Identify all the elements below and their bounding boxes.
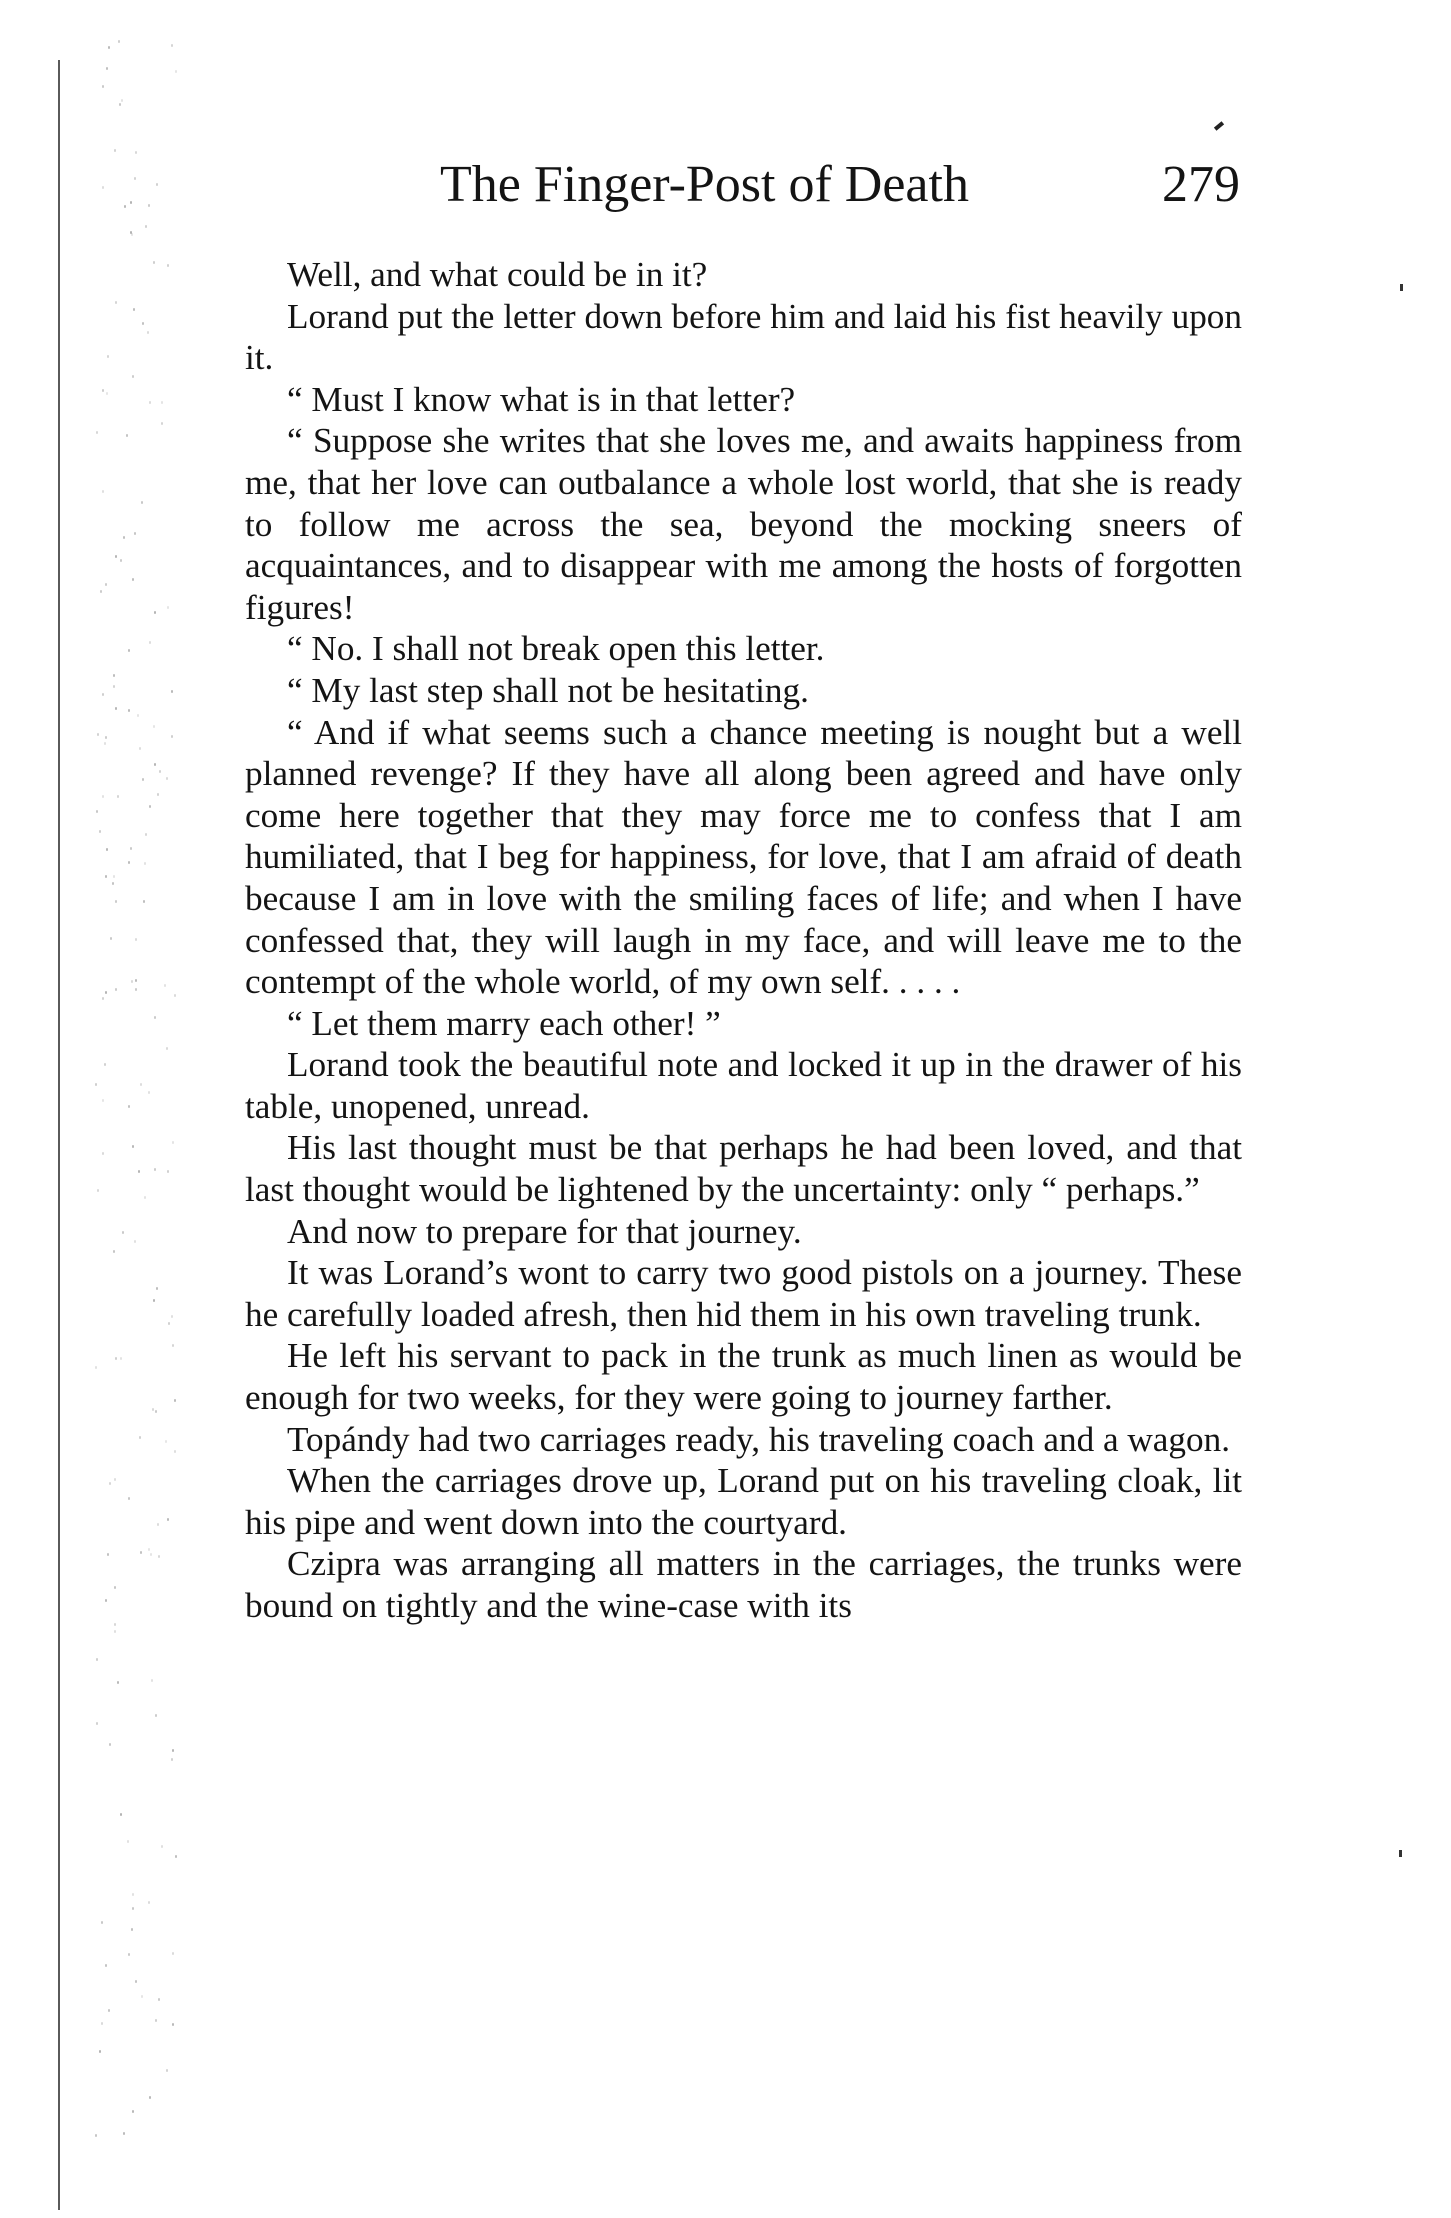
gutter-speck bbox=[172, 1952, 174, 1955]
gutter-speck bbox=[105, 736, 107, 739]
gutter-speck bbox=[115, 301, 117, 304]
paragraph: He left his servant to pack in the trunk as much linen as would be enough for two weeks, for they were going to journey farther. bbox=[245, 1336, 1242, 1418]
gutter-speck bbox=[171, 735, 173, 738]
paragraph: “ And if what seems such a chance meeting is nought but a well planned revenge? If they have all along been agreed and have only come here together that they may force me to confess that I am humiliated, that I beg for happiness, for love, that I am afraid of death because I am in love with the smiling faces of life; and when I have confessed that, they will laugh in my face, and will leave me to the contempt of the whole world, of my own self. . . . . bbox=[245, 712, 1242, 1002]
gutter-speck bbox=[107, 1553, 109, 1556]
gutter-speck bbox=[109, 1743, 111, 1746]
gutter-speck bbox=[101, 1921, 103, 1924]
gutter-speck bbox=[132, 578, 134, 581]
gutter-speck bbox=[105, 991, 107, 994]
gutter-speck bbox=[135, 979, 137, 982]
gutter-speck bbox=[113, 685, 115, 688]
paragraph: Topándy had two carriages ready, his traveling coach and a wagon. bbox=[287, 1419, 1230, 1459]
gutter-speck bbox=[124, 205, 126, 208]
paragraph: Czipra was arranging all matters in the carriages, the trunks were bound on tightly and the wine-case with its bbox=[245, 1544, 1242, 1625]
gutter-speck bbox=[141, 1995, 143, 1998]
gutter-speck bbox=[114, 1586, 116, 1589]
gutter-speck bbox=[120, 1813, 122, 1816]
page-number: 279 bbox=[1162, 156, 1240, 213]
gutter-speck bbox=[166, 777, 168, 780]
paragraph: Lorand took the beautiful note and locked it up in the drawer of his table, unopened, unread. bbox=[245, 1045, 1242, 1126]
gutter-speck bbox=[142, 778, 144, 781]
gutter-speck bbox=[155, 1714, 157, 1717]
gutter-speck bbox=[171, 1758, 173, 1761]
gutter-speck bbox=[102, 693, 104, 696]
gutter-speck bbox=[172, 1344, 174, 1347]
gutter-speck bbox=[113, 875, 115, 878]
gutter-speck bbox=[149, 401, 151, 404]
gutter-speck bbox=[161, 1845, 163, 1848]
gutter-speck bbox=[156, 183, 158, 186]
gutter-speck bbox=[167, 1518, 169, 1521]
gutter-speck bbox=[153, 725, 155, 728]
gutter-speck bbox=[140, 1083, 142, 1086]
gutter-speck bbox=[158, 1998, 160, 2001]
gutter-speck bbox=[131, 980, 133, 983]
ink-tick-mark bbox=[1214, 121, 1224, 130]
gutter-speck bbox=[127, 1840, 129, 1843]
gutter-speck bbox=[106, 67, 108, 70]
gutter-speck bbox=[166, 1047, 168, 1050]
gutter-speck bbox=[95, 2134, 97, 2137]
gutter-speck bbox=[149, 2096, 151, 2099]
gutter-speck bbox=[172, 1141, 174, 1144]
paragraph: And now to prepare for that journey. bbox=[287, 1211, 802, 1251]
gutter-speck bbox=[99, 830, 101, 833]
gutter-speck bbox=[135, 1980, 137, 1983]
gutter-show-through bbox=[95, 40, 185, 2190]
gutter-speck bbox=[113, 1250, 115, 1253]
gutter-speck bbox=[123, 536, 125, 539]
gutter-speck bbox=[128, 709, 130, 712]
paragraph: Lorand put the letter down before him and laid his fist heavily upon it. bbox=[245, 296, 1242, 378]
gutter-speck bbox=[131, 1928, 133, 1931]
gutter-speck bbox=[135, 988, 137, 991]
running-title: The Finger-Post of Death bbox=[440, 156, 969, 213]
gutter-speck bbox=[107, 355, 109, 358]
gutter-speck bbox=[135, 938, 137, 941]
gutter-speck bbox=[141, 501, 143, 504]
gutter-speck bbox=[99, 2050, 101, 2053]
gutter-speck bbox=[122, 1231, 124, 1234]
gutter-speck bbox=[97, 1189, 99, 1192]
gutter-speck bbox=[104, 1063, 106, 1066]
gutter-speck bbox=[105, 1964, 107, 1967]
paragraph: When the carriages drove up, Lorand put on his traveling cloak, lit his pipe and went down into the courtyard. bbox=[245, 1461, 1242, 1542]
gutter-speck bbox=[102, 1099, 104, 1102]
gutter-speck bbox=[132, 375, 134, 378]
gutter-speck bbox=[128, 1953, 130, 1956]
gutter-speck bbox=[167, 264, 169, 267]
gutter-speck bbox=[154, 1168, 156, 1171]
gutter-speck bbox=[172, 2023, 174, 2026]
body-text bbox=[245, 254, 1242, 1627]
gutter-speck bbox=[152, 1408, 154, 1411]
gutter-speck bbox=[149, 805, 151, 808]
gutter-speck bbox=[109, 1482, 111, 1485]
gutter-speck bbox=[143, 900, 145, 903]
gutter-speck bbox=[115, 900, 117, 903]
gutter-speck bbox=[138, 1170, 140, 1173]
gutter-speck bbox=[148, 1548, 150, 1551]
gutter-speck bbox=[105, 583, 107, 586]
gutter-speck bbox=[118, 40, 120, 43]
gutter-speck bbox=[130, 847, 132, 850]
gutter-speck bbox=[171, 1315, 173, 1318]
gutter-speck bbox=[174, 994, 176, 997]
gutter-speck bbox=[140, 1551, 142, 1554]
gutter-speck bbox=[135, 151, 137, 154]
paragraph: “ Let them marry each other! ” bbox=[287, 1003, 721, 1043]
gutter-speck bbox=[174, 1399, 176, 1402]
gutter-speck bbox=[115, 707, 117, 710]
gutter-speck bbox=[96, 810, 98, 813]
gutter-speck bbox=[139, 1436, 141, 1439]
paragraph: “ My last step shall not be hesitating. bbox=[287, 670, 809, 710]
gutter-speck bbox=[117, 1681, 119, 1684]
gutter-speck bbox=[105, 1599, 107, 1602]
gutter-speck bbox=[102, 389, 104, 392]
gutter-speck bbox=[97, 733, 99, 736]
gutter-speck bbox=[113, 674, 115, 677]
gutter-speck bbox=[171, 690, 173, 693]
running-header bbox=[440, 150, 1240, 220]
gutter-speck bbox=[154, 1016, 156, 1019]
gutter-speck bbox=[145, 833, 147, 836]
gutter-speck bbox=[114, 149, 116, 152]
gutter-speck bbox=[145, 225, 147, 228]
paragraph: “ No. I shall not break open this letter. bbox=[287, 629, 825, 669]
gutter-speck bbox=[167, 1170, 169, 1173]
gutter-speck bbox=[100, 590, 102, 593]
gutter-speck bbox=[96, 1722, 98, 1725]
gutter-speck bbox=[149, 641, 151, 644]
gutter-speck bbox=[95, 1083, 97, 1086]
paragraph: Well, and what could be in it? bbox=[287, 255, 708, 294]
paragraph: His last thought must be that perhaps he had been loved, and that last thought would be lightened by the uncertainty: only “ perhaps.” bbox=[245, 1128, 1242, 1210]
gutter-speck bbox=[168, 1322, 170, 1325]
gutter-speck bbox=[128, 861, 130, 864]
paragraph: “ Must I know what is in that letter? bbox=[287, 379, 796, 419]
gutter-speck bbox=[165, 1440, 167, 1443]
gutter-speck bbox=[155, 2019, 157, 2022]
gutter-speck bbox=[112, 882, 114, 885]
gutter-speck bbox=[115, 1357, 117, 1360]
gutter-speck bbox=[148, 204, 150, 207]
gutter-speck bbox=[108, 2009, 110, 2012]
gutter-speck bbox=[137, 714, 139, 717]
gutter-speck bbox=[132, 1893, 134, 1896]
gutter-speck bbox=[154, 763, 156, 766]
gutter-speck bbox=[156, 1287, 158, 1290]
gutter-speck bbox=[134, 1240, 136, 1243]
gutter-speck bbox=[115, 988, 117, 991]
gutter-speck bbox=[106, 392, 108, 395]
gutter-speck bbox=[175, 1855, 177, 1858]
gutter-speck bbox=[159, 770, 161, 773]
gutter-speck bbox=[150, 1553, 152, 1556]
gutter-speck bbox=[123, 2132, 125, 2135]
gutter-speck bbox=[105, 875, 107, 878]
gutter-speck bbox=[119, 103, 121, 106]
gutter-speck bbox=[155, 1410, 157, 1413]
gutter-speck bbox=[171, 44, 173, 47]
gutter-speck bbox=[104, 742, 106, 745]
gutter-speck bbox=[126, 434, 128, 437]
paragraph: It was Lorand’s wont to carry two good pistols on a journey. These he carefully loaded afresh, then hid them in his own traveling trunk. bbox=[245, 1253, 1242, 1334]
gutter-speck bbox=[161, 422, 163, 425]
gutter-speck bbox=[153, 261, 155, 264]
gutter-speck bbox=[128, 1105, 130, 1108]
gutter-speck bbox=[139, 747, 141, 750]
gutter-speck bbox=[166, 2069, 168, 2072]
gutter-speck bbox=[164, 984, 166, 987]
gutter-speck bbox=[102, 186, 104, 189]
gutter-speck bbox=[128, 649, 130, 652]
gutter-speck bbox=[121, 99, 123, 102]
gutter-speck bbox=[128, 1497, 130, 1500]
gutter-speck bbox=[106, 848, 108, 851]
gutter-speck bbox=[174, 1450, 176, 1453]
gutter-speck bbox=[102, 997, 104, 1000]
gutter-speck bbox=[102, 795, 104, 798]
gutter-speck bbox=[132, 2110, 134, 2113]
paragraph: “ Suppose she writes that she loves me, and awaits happiness from me, that her love can outbalance a whole lost world, that she is ready to follow me across the sea, beyond the mocking sneers of acquaintances, and to disappear with me among the hosts of forgotten figures! bbox=[245, 421, 1242, 627]
gutter-rule bbox=[58, 60, 60, 2210]
gutter-speck bbox=[114, 1623, 116, 1626]
gutter-speck bbox=[134, 177, 136, 180]
gutter-speck bbox=[153, 1299, 155, 1302]
gutter-speck bbox=[133, 308, 135, 311]
gutter-speck bbox=[114, 1478, 116, 1481]
gutter-speck bbox=[148, 1091, 150, 1094]
gutter-speck bbox=[96, 1658, 98, 1661]
gutter-speck bbox=[102, 1152, 104, 1155]
gutter-speck bbox=[167, 606, 169, 609]
gutter-speck bbox=[134, 532, 136, 535]
gutter-speck bbox=[142, 322, 144, 325]
margin-mark bbox=[1399, 1850, 1402, 1857]
gutter-speck bbox=[95, 1366, 97, 1369]
gutter-speck bbox=[120, 559, 122, 562]
gutter-speck bbox=[96, 431, 98, 434]
gutter-speck bbox=[158, 1555, 160, 1558]
gutter-speck bbox=[120, 1357, 122, 1360]
gutter-speck bbox=[154, 611, 156, 614]
gutter-speck bbox=[130, 201, 132, 204]
gutter-speck bbox=[108, 46, 110, 49]
margin-mark bbox=[1400, 284, 1403, 291]
gutter-speck bbox=[132, 1145, 134, 1148]
gutter-speck bbox=[175, 70, 177, 73]
gutter-speck bbox=[110, 937, 112, 940]
gutter-speck bbox=[102, 85, 104, 88]
gutter-speck bbox=[148, 1901, 150, 1904]
gutter-speck bbox=[151, 1679, 153, 1682]
gutter-speck bbox=[161, 401, 163, 404]
gutter-speck bbox=[144, 1196, 146, 1199]
gutter-speck bbox=[101, 2022, 103, 2025]
gutter-speck bbox=[172, 1749, 174, 1752]
gutter-speck bbox=[157, 793, 159, 796]
gutter-speck bbox=[157, 1523, 159, 1526]
gutter-speck bbox=[114, 1630, 116, 1633]
gutter-speck bbox=[144, 862, 146, 865]
gutter-speck bbox=[147, 331, 149, 334]
gutter-speck bbox=[115, 555, 117, 558]
gutter-speck bbox=[132, 1907, 134, 1910]
gutter-speck bbox=[102, 490, 104, 493]
gutter-speck bbox=[117, 795, 119, 798]
gutter-speck bbox=[130, 231, 132, 234]
